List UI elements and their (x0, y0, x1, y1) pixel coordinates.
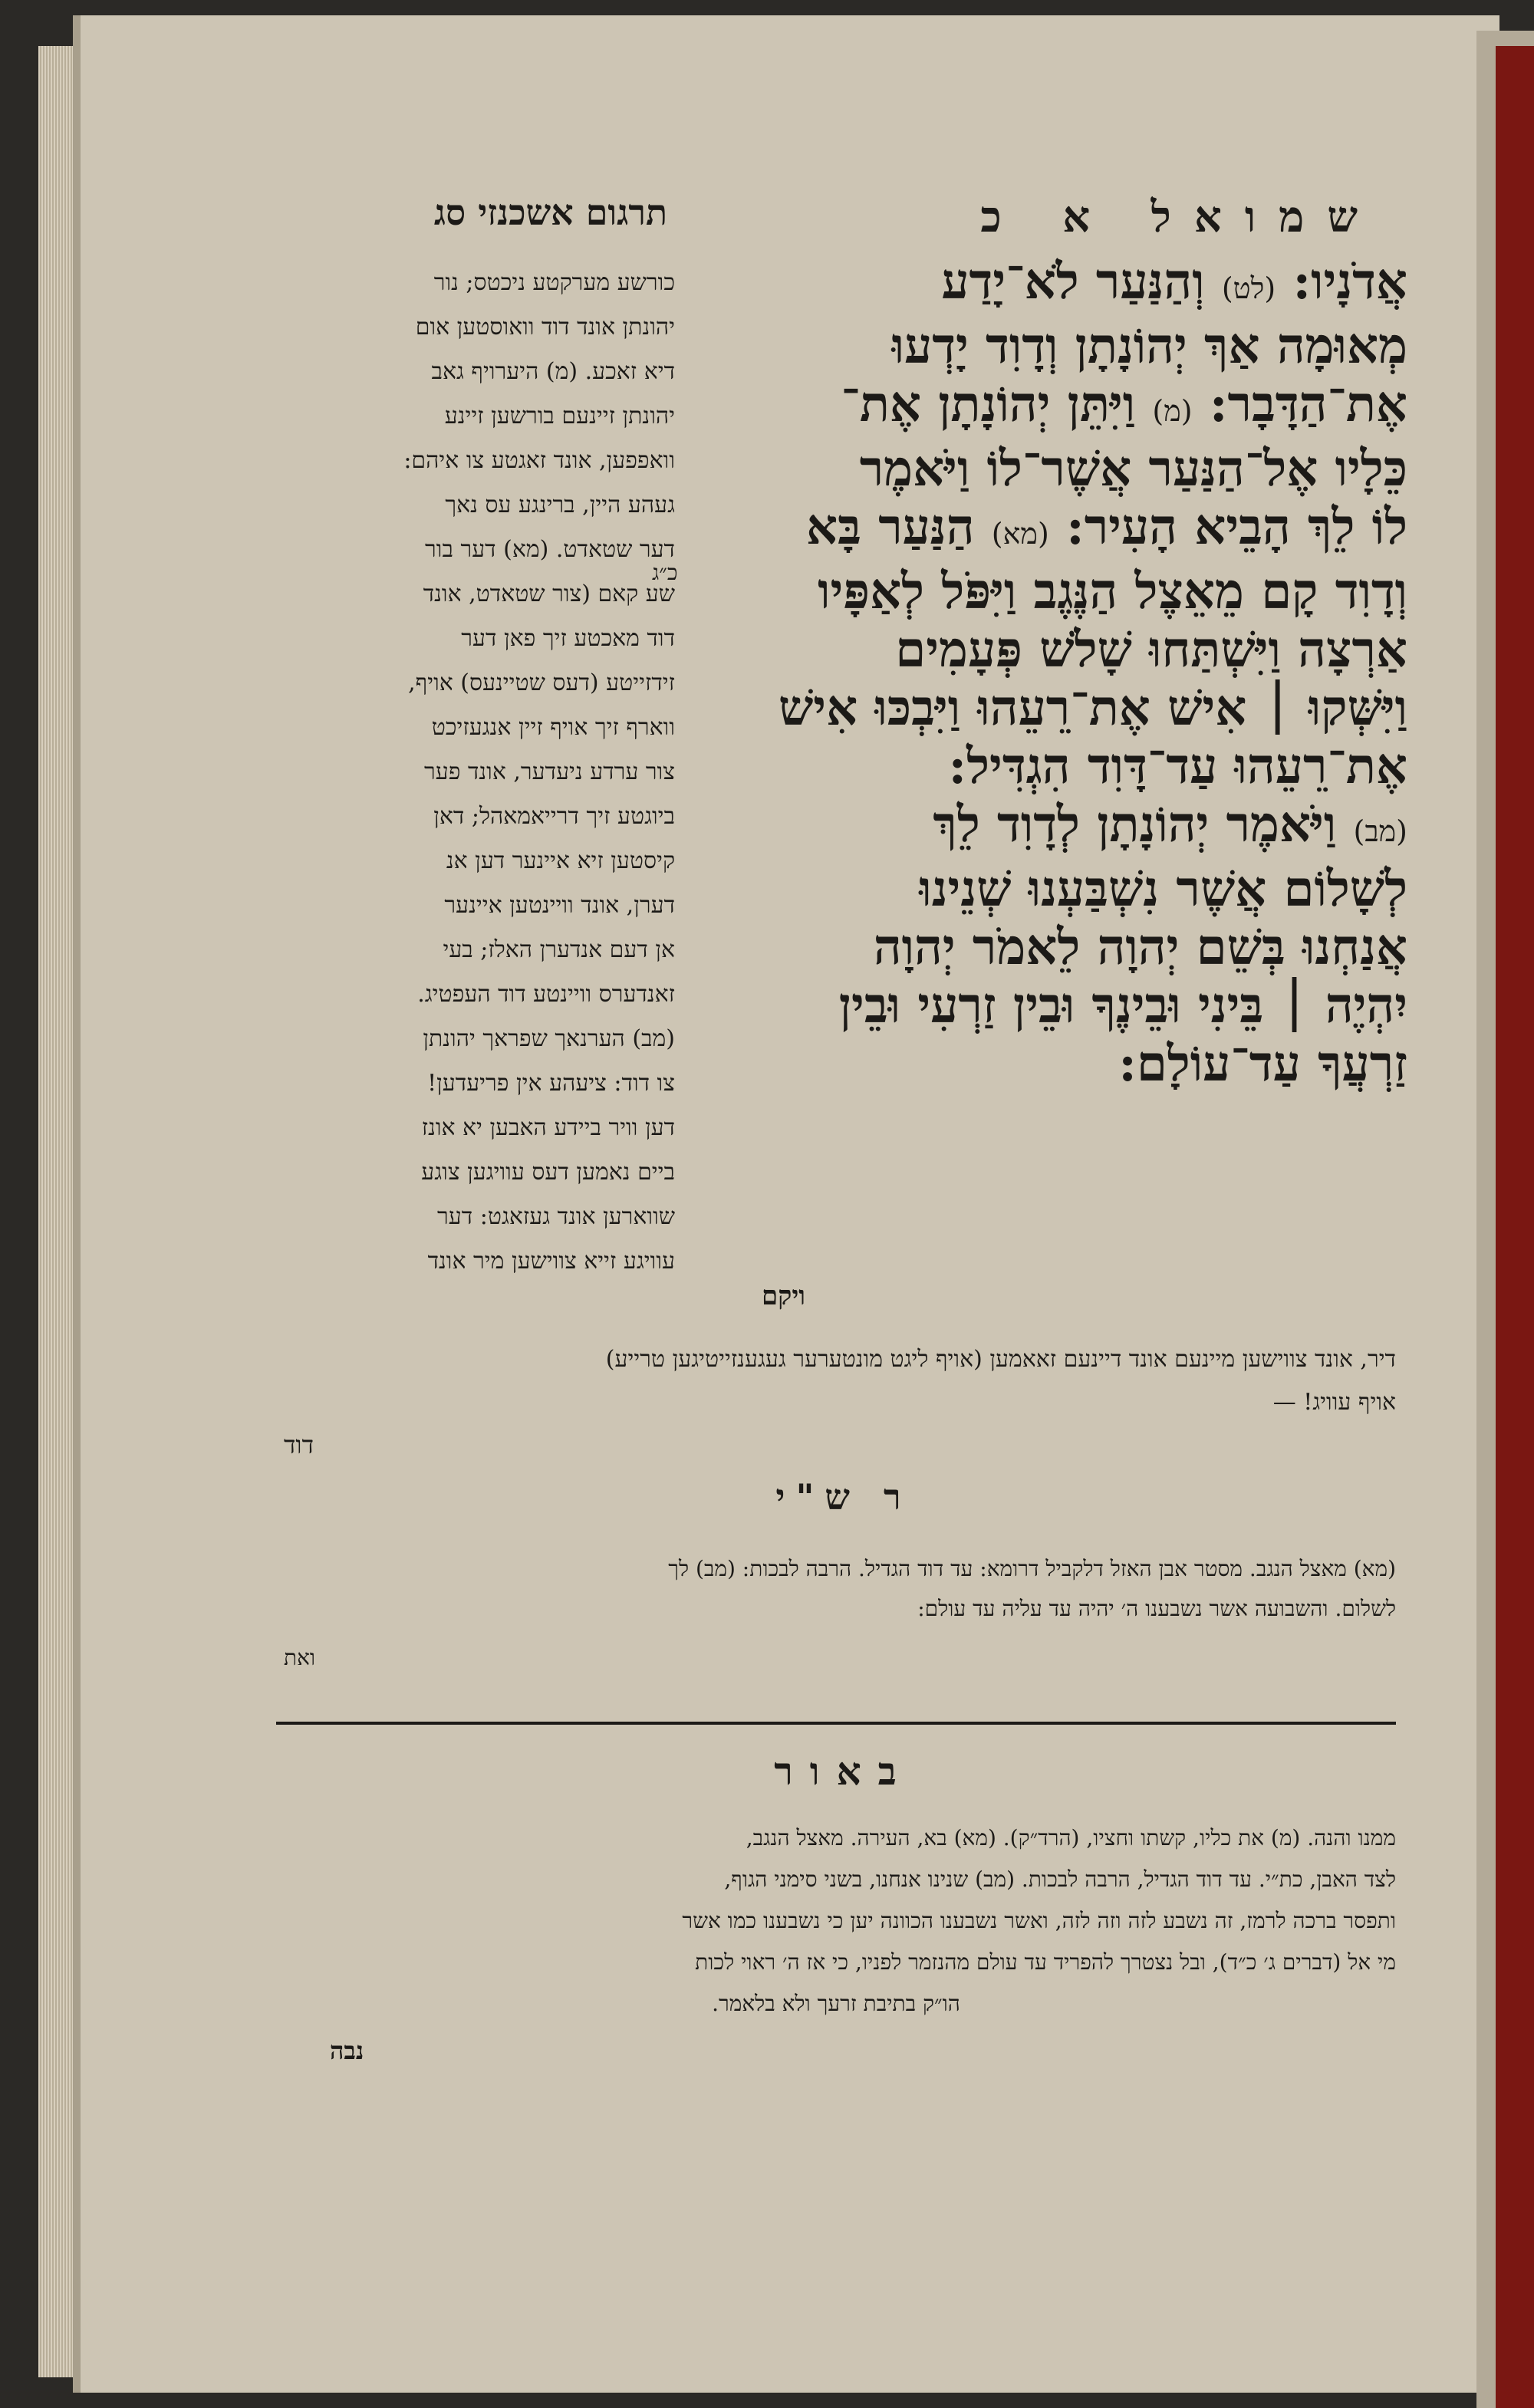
targum-translation-column (276, 261, 675, 1284)
bible-line (683, 440, 1407, 498)
targum-line: זידזייטע (דעס שטיינעס) אויף, (408, 669, 675, 696)
targum-line: יהונתן זיינעם בורשען זיינע (444, 403, 675, 429)
margin-mark: כ״ג (652, 560, 678, 585)
bible-line-text: וַיִּשְּׁקוּ ׀ אִישׁ אֶת־רֵעֵהוּ וַיִּבְכּוּ אִישׁ (778, 679, 1407, 737)
biur-line: הו״ק בתיבת זרעך ולא בלאמר. (712, 1991, 960, 2016)
biur-line: לצד האבן, כת״י. עד דוד הגדיל, הרבה לבכות. (מב) שנינו אנחנו, בשני סימני הגוף, (724, 1867, 1396, 1892)
targum-line: דוד מאכטע זיך פאן דער (461, 625, 675, 652)
targum-line: זאנדערס וויינטע דוד העפטיג. (417, 981, 675, 1008)
targum-line: יהונתן אונד דוד וואוסטען אום (415, 314, 675, 340)
targum-line: דיא זאכע. (מ) היערויף גאב (431, 358, 675, 385)
bible-line-text: זַרְעֲךָ עַד־עוֹלָם: (1118, 1035, 1407, 1093)
book-binding-edge (38, 46, 73, 2377)
bible-line (683, 317, 1407, 376)
biur-line: ממנו והנה. (מ) את כליו, קשתו וחציו, (הרד״ק). (מא) בא, העירה. מאצל הנגב, (746, 1825, 1396, 1850)
bible-line-text: יִהְיֶה ׀ בֵּינִי וּבֵינֶךָ וּבֵין זַרְעִי וּבֵין (838, 977, 1407, 1035)
running-head-targum: תרגום אשכנזי סג (433, 192, 667, 233)
rashi-catchword: ואת (284, 1645, 316, 1670)
biur-line: ותפסר ברכה לרמז, זה נשבע לזה וזה לזה, ואשר נשבענו הכוונה יען כי נשבענו כמו אשר (682, 1908, 1396, 1933)
targum-line: דער שטאדט. (מא) דער בור (425, 536, 675, 563)
running-head-book-chapter: שמואל א כ (980, 192, 1381, 242)
targum-continuation-line: דיר, אונד צווישען מיינעם אונד דיינעם זאאמען (אויף ליגט מונטערער געגענזייטיגען טרייע) (605, 1346, 1396, 1373)
targum-line: ווארף זיך אויף זיין אנגעזיכט (431, 714, 675, 741)
bible-line-text: אֶת־רֵעֵהוּ עַד־דָּוִד הִגְדִּיל: (948, 738, 1407, 795)
rashi-commentary (276, 1549, 1396, 1629)
verse-number: (מ) (1152, 394, 1193, 428)
biur-commentary (276, 1818, 1396, 2025)
bible-line-text: הַנַּעַר בָּא (806, 498, 992, 556)
targum-line: ביים נאמען דעס עוויגען צוגע (421, 1159, 675, 1186)
bible-line (683, 977, 1407, 1035)
targum-line: אן דעם אנדערן האלז; בעי (443, 936, 675, 963)
targum-line: ביוגטע זיך דרייאמאהל; דאן (433, 803, 675, 830)
targum-continuation (276, 1338, 1396, 1424)
bible-line (683, 860, 1407, 919)
bible-line (683, 738, 1407, 796)
targum-line: כורשע מערקטע ניכטס; נור (433, 269, 675, 296)
bible-line-text: וְהַנַּעַר לֹא־יָדַע (941, 253, 1222, 311)
bible-line (683, 621, 1407, 679)
bible-line (683, 796, 1407, 860)
rashi-line: (מא) מאצל הנגב. מסטר אבן האזל דלקביל דרומא: עד דוד הגדיל. הרבה לבכות: (מב) לך (668, 1556, 1396, 1581)
bible-line-text: אֶת־הַדָּבָר: (1192, 376, 1407, 433)
section-divider (276, 1722, 1396, 1725)
verse-number: (מב) (1353, 814, 1407, 848)
targum-line: דערן, אונד וויינטען איינער (444, 892, 675, 919)
targum-line: עוויגע זייא צווישען מיר אונד (427, 1248, 675, 1275)
bible-line-text: כֵּלָיו אֶל־הַנַּעַר אֲשֶׁר־לוֹ וַיֹּאמֶר (859, 440, 1407, 498)
targum-line: צו דוד: ציעהע אין פריעדען! (427, 1070, 675, 1097)
bible-line-text: מְאוּמָה אַךְ יְהוֹנָתָן וְדָוִד יָדְעוּ (891, 317, 1407, 375)
verse-number: (לט) (1221, 271, 1276, 305)
targum-line: דען וויר ביידע האבען יא אונז (421, 1114, 675, 1141)
bible-line-text: וַיֹּאמֶר יְהוֹנָתָן לְדָוִד לֵךְ (933, 796, 1354, 854)
targum-line: וואפפען, אונד זאגטע צו איהם: (403, 447, 675, 474)
rashi-heading: ר ש"י (775, 1476, 912, 1518)
targum-continuation-line: אויף עוויג! — (1272, 1389, 1396, 1416)
rashi-line: לשלום. והשבועה אשר נשבענו ה׳ יהיה עד עליה עד עולם: (917, 1596, 1396, 1621)
bible-line (683, 498, 1407, 563)
targum-line: שע קאם (צור שטאדט, אונד (423, 581, 675, 607)
targum-line: צור ערדע ניעדער, אונד פער (424, 758, 675, 785)
targum-line: קיסטען זיא איינער דען אנ (446, 847, 675, 874)
targum-catchword: דוד (284, 1430, 314, 1459)
bible-text-column (683, 253, 1407, 1094)
bible-line (683, 376, 1407, 440)
bible-line (683, 1035, 1407, 1094)
verse-number: (מא) (991, 517, 1049, 551)
bible-line-text: וַיִּתֵּן יְהוֹנָתָן אֶת־ (841, 376, 1153, 433)
page-signature: נבה (330, 2036, 364, 2065)
bible-line (683, 563, 1407, 621)
bible-line-text: אֲדֹנָיו: (1276, 253, 1407, 311)
biur-line: מי אל (דברים ג׳ כ״ד), ובל נצטרך להפריד עד עולם מהנזמר לפניו, כי אז ה׳ ראוי לכות (695, 1949, 1396, 1975)
biur-heading: באור (774, 1748, 913, 1794)
book-cover-edge (1496, 46, 1534, 2408)
bible-line (683, 919, 1407, 977)
bible-line-text: אַרְצָה וַיִּשְׁתַּחוּ שָׁלֹשׁ פְּעָמִים (895, 621, 1407, 679)
bible-line-text: וְדָוִד קָם מֵאֵצֶל הַנֶּגֶב וַיִּפֹּל לְאַפָּיו (818, 563, 1407, 620)
bible-line-text: אֲנַחְנוּ בְּשֵׁם יְהוָה לֵאמֹר יְהוָה (873, 919, 1407, 976)
bible-line (683, 679, 1407, 738)
bible-line-text: לְשָׁלוֹם אֲשֶׁר נִשְׁבַּעְנוּ שְׁנֵינוּ (919, 860, 1407, 918)
targum-line: שווארען אונד געזאגט: דער (437, 1203, 675, 1230)
bible-line-text: לוֹ לֵךְ הָבֵיא הָעִיר: (1048, 498, 1407, 556)
targum-line: (מב) הערנאך שפראך יהונתן (423, 1025, 675, 1052)
bible-catchword: ויקם (761, 1281, 805, 1311)
targum-line: געהע היין, ברינגע עס נאך (445, 492, 675, 518)
bible-line (683, 253, 1407, 317)
